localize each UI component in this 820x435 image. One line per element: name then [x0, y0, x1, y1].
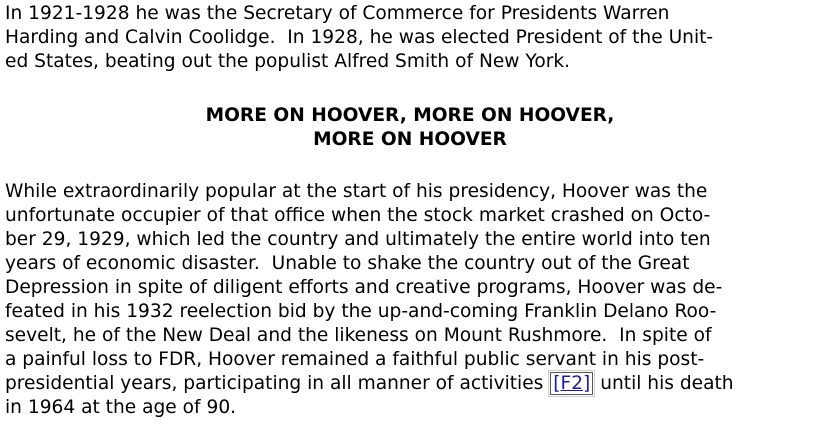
text-line: unfortunate occupier of that office when the stock market crashed on Octo-: [5, 205, 711, 226]
text-segment: presidential years, participating in all manner of activities: [5, 373, 550, 394]
text-line: years of economic disaster. Unable to shake the country out of the Great: [5, 253, 690, 274]
text-line: Harding and Calvin Coolidge. In 1928, he was elected President of the Unit-: [5, 27, 714, 48]
text-line: ed States, beating out the populist Alfred Smith of New York.: [5, 51, 571, 72]
text-line: Depression in spite of diligent efforts and creative programs, Hoover was de-: [5, 277, 723, 298]
text-line: a painful loss to FDR, Hoover remained a faithful public servant in his post-: [5, 349, 705, 370]
heading-line: MORE ON HOOVER, MORE ON HOOVER,: [205, 105, 615, 126]
text-line-with-footnote: [5, 372, 734, 396]
text-line: feated in his 1932 reelection bid by the up-and-coming Franklin Delano Roo-: [5, 301, 717, 322]
text-line: In 1921-1928 he was the Secretary of Commerce for Presidents Warren: [5, 3, 670, 24]
text-segment: until his death: [594, 373, 734, 394]
footnote-link-f2[interactable]: [F2]: [550, 372, 593, 395]
heading-line: MORE ON HOOVER: [313, 129, 507, 150]
text-line: sevelt, he of the New Deal and the likeness on Mount Rushmore. In spite of: [5, 325, 712, 346]
text-line: in 1964 at the age of 90.: [5, 397, 237, 418]
text-line: ber 29, 1929, which led the country and ultimately the entire world into ten: [5, 229, 711, 250]
text-line: While extraordinarily popular at the start of his presidency, Hoover was the: [5, 181, 708, 202]
